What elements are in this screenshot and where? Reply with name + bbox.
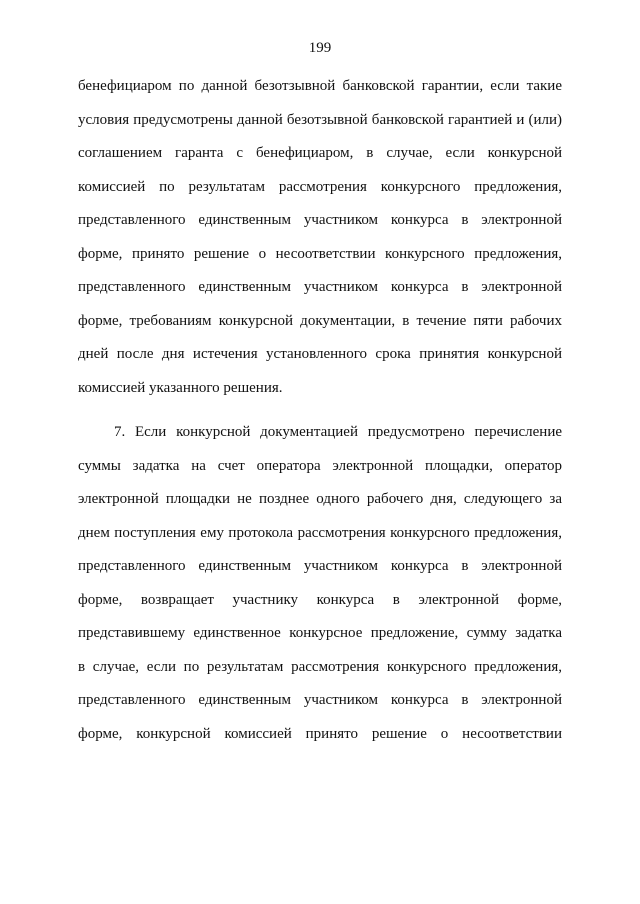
text-line: форме, принято решение о несоответствии конкурсного предложения,: [78, 245, 562, 262]
text-line: представленного единственным участником конкурса в электронной: [78, 212, 562, 228]
text-line: суммы задатка на счет оператора электронной площадки, оператор: [78, 457, 562, 474]
text-line: 7. Если конкурсной документацией предусмотрено перечисление: [114, 424, 562, 440]
text-line: форме, требованиям конкурсной документации, в течение пяти рабочих: [78, 312, 562, 329]
text-line: комиссией по результатам рассмотрения конкурсного предложения,: [78, 178, 562, 195]
text-line: электронной площадки не позднее одного рабочего дня, следующего за: [78, 491, 562, 507]
text-line: дней после дня истечения установленного срока принятия конкурсной: [78, 346, 562, 362]
text-line: комиссией указанного решения.: [78, 379, 283, 396]
text-line: бенефициаром по данной безотзывной банковской гарантии, если такие: [78, 78, 562, 94]
text-line: днем поступления ему протокола рассмотрения конкурсного предложения,: [78, 524, 562, 541]
text-line: форме, возвращает участнику конкурса в электронной форме,: [78, 591, 562, 608]
text-line: представленного единственным участником конкурса в электронной: [78, 558, 562, 574]
text-line: представленного единственным участником конкурса в электронной: [78, 279, 562, 295]
text-line: условия предусмотрены данной безотзывной банковской гарантией и (или): [78, 111, 562, 128]
text-line: в случае, если по результатам рассмотрения конкурсного предложения,: [78, 658, 562, 675]
page-number: 199: [308, 40, 332, 56]
text-line: представленного единственным участником конкурса в электронной: [78, 692, 562, 708]
paragraph-beneficiary-guarantee: [78, 70, 562, 405]
paragraph-item-7: [78, 416, 562, 751]
text-line: форме, конкурсной комиссией принято решение о несоответствии: [78, 725, 562, 742]
text-line: представившему единственное конкурсное предложение, сумму задатка: [78, 625, 562, 641]
text-line: соглашением гаранта с бенефициаром, в случае, если конкурсной: [78, 145, 562, 161]
